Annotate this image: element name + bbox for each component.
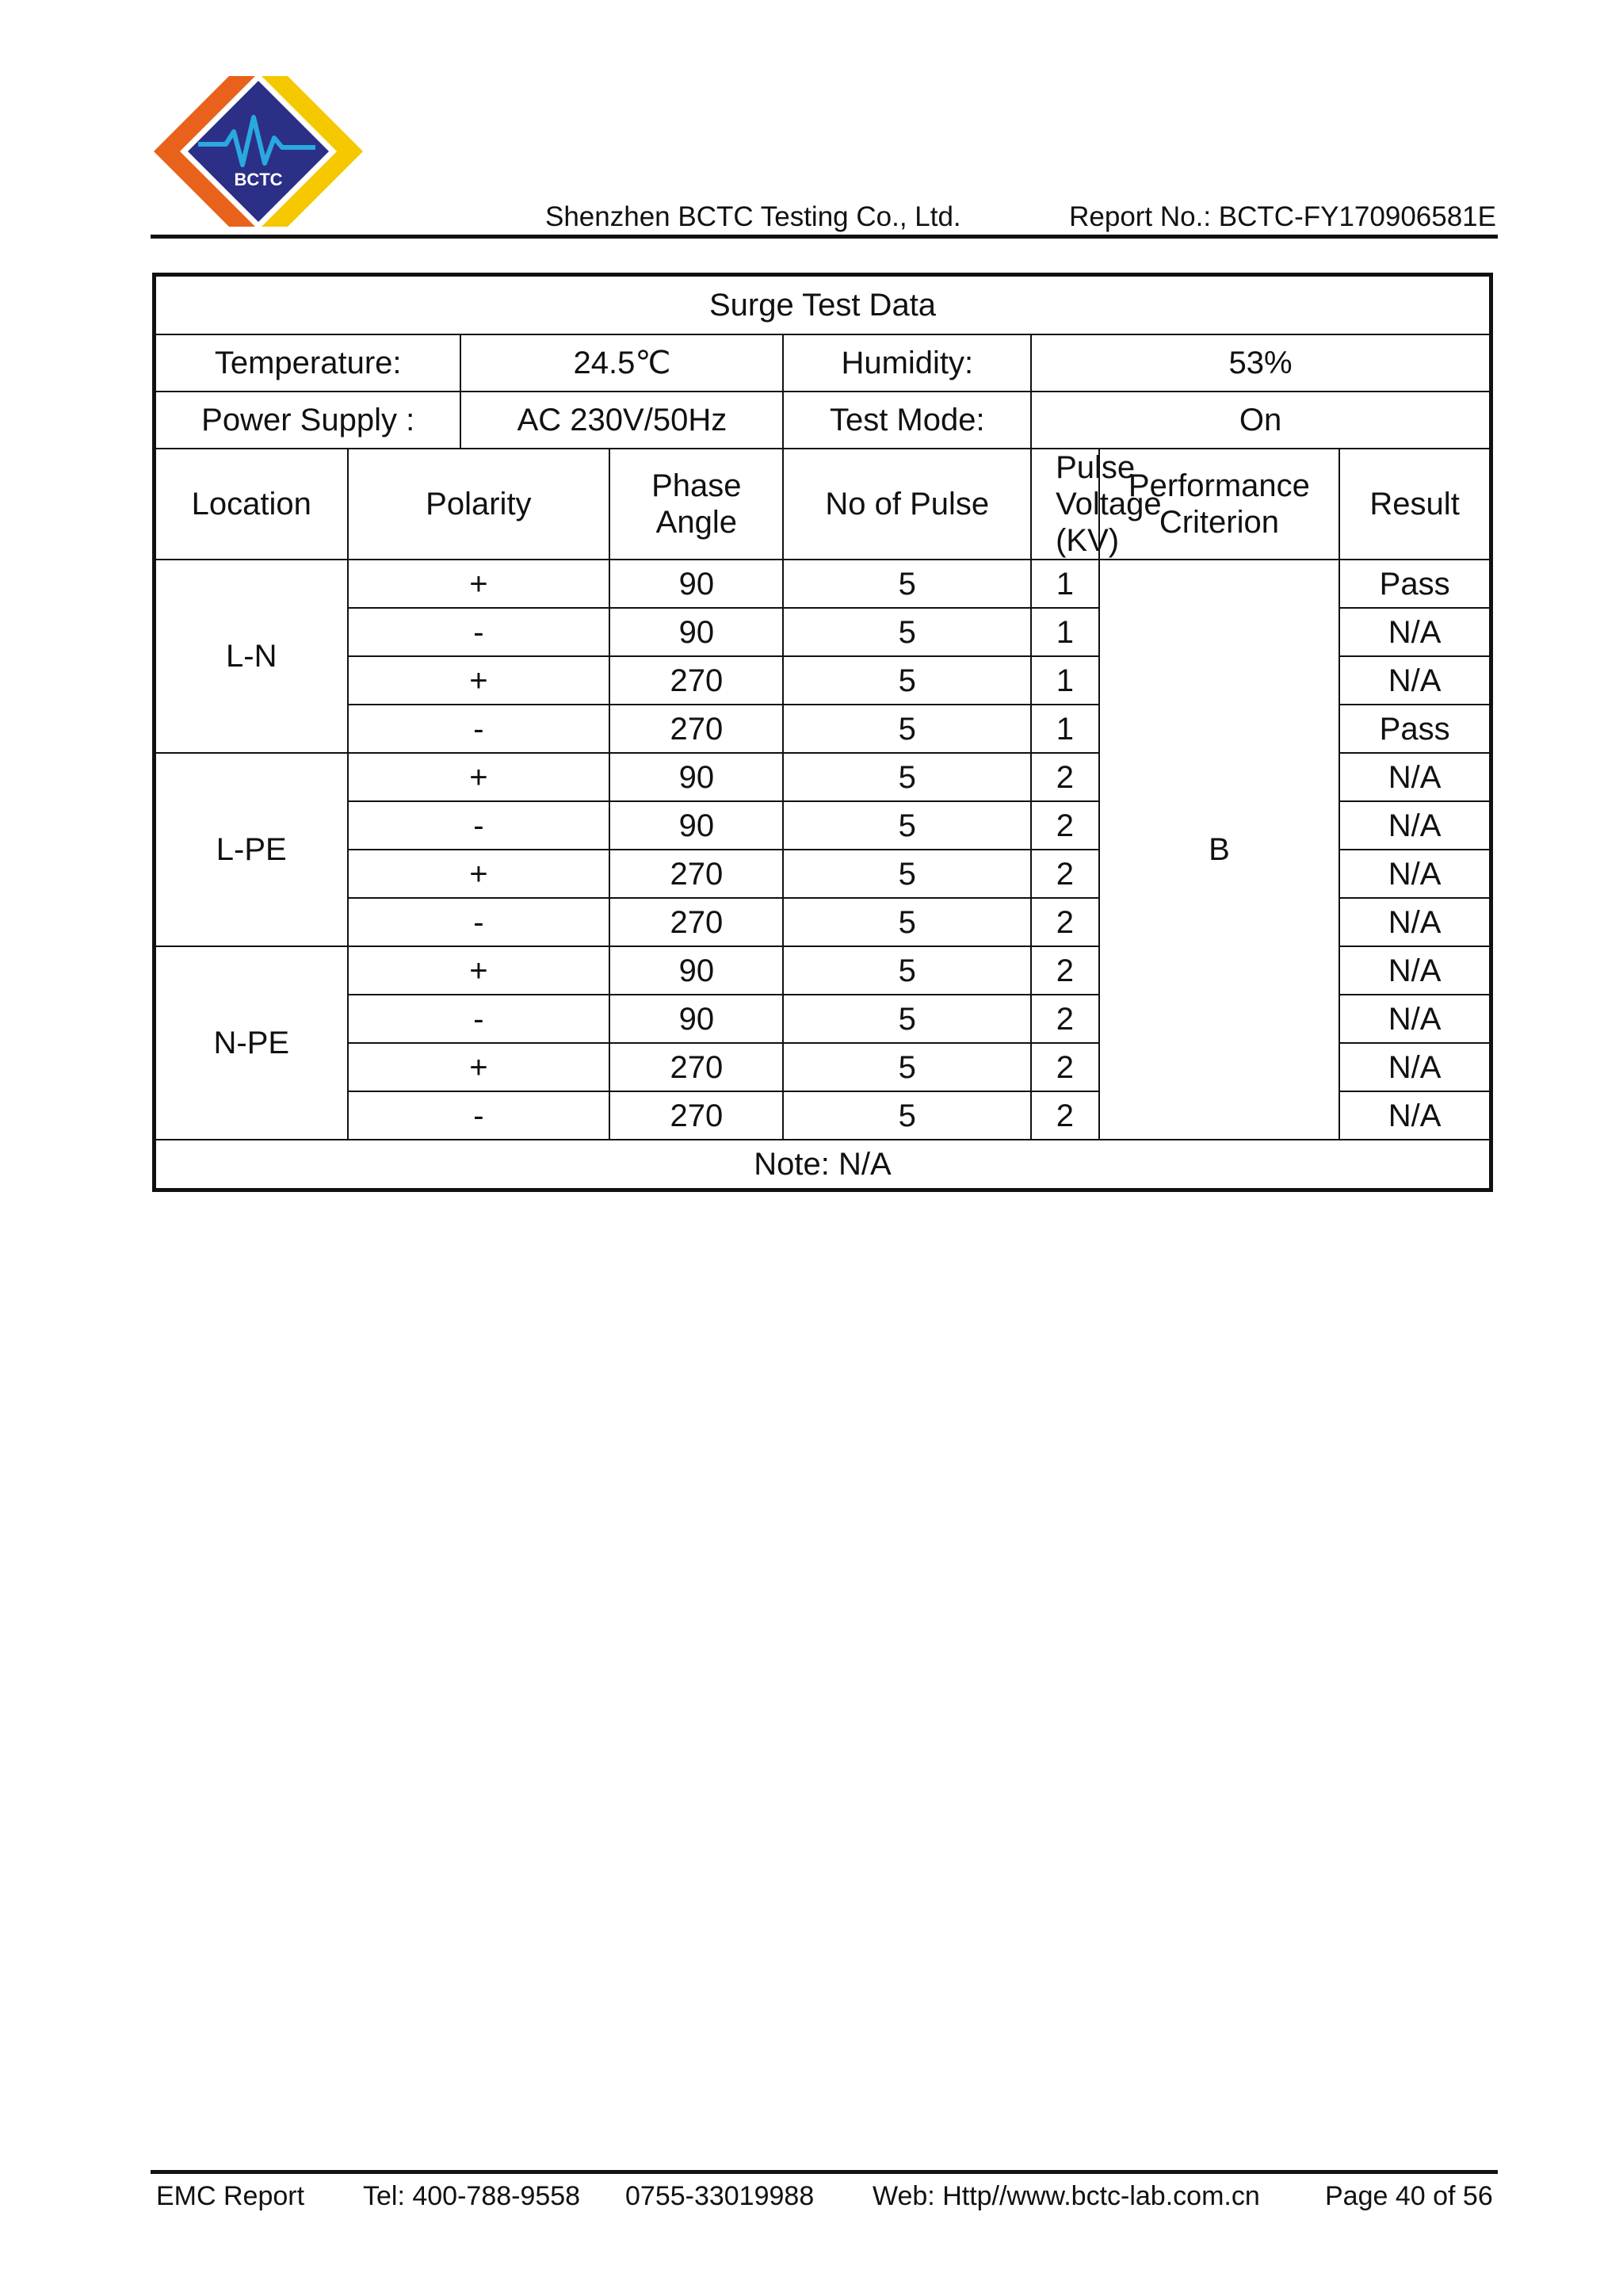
footer-tel2: 0755-33019988	[625, 2181, 815, 2211]
phase-angle-cell: 270	[609, 850, 783, 898]
polarity-cell: -	[348, 995, 610, 1043]
header-rule	[151, 235, 1498, 239]
pulse-count-cell: 5	[783, 801, 1031, 850]
power-supply-label: Power Supply :	[155, 392, 461, 449]
polarity-cell: +	[348, 753, 610, 801]
polarity-cell: +	[348, 560, 610, 608]
company-name: Shenzhen BCTC Testing Co., Ltd.	[545, 201, 961, 232]
result-cell: N/A	[1339, 1091, 1491, 1140]
pulse-voltage-cell: 2	[1031, 898, 1098, 946]
note-row	[155, 1140, 1491, 1190]
polarity-cell: +	[348, 1043, 610, 1091]
pulse-count-cell: 5	[783, 705, 1031, 753]
pulse-count-cell: 5	[783, 608, 1031, 656]
col-header-location: Location	[155, 449, 348, 560]
phase-angle-cell: 270	[609, 1091, 783, 1140]
pulse-voltage-cell: 2	[1031, 1091, 1098, 1140]
footer-web: Web: Http//www.bctc-lab.com.cn	[873, 2181, 1260, 2211]
result-cell: N/A	[1339, 898, 1491, 946]
polarity-cell: -	[348, 1091, 610, 1140]
polarity-cell: -	[348, 898, 610, 946]
location-cell: L-PE	[155, 753, 348, 946]
pulse-voltage-cell: 1	[1031, 705, 1098, 753]
result-cell: N/A	[1339, 995, 1491, 1043]
polarity-cell: +	[348, 850, 610, 898]
table-data-body	[155, 560, 1491, 1140]
table-row	[155, 560, 1491, 608]
phase-angle-cell: 90	[609, 560, 783, 608]
logo-text: BCTC	[234, 170, 283, 189]
location-cell: N-PE	[155, 946, 348, 1140]
col-header-phase-angle: Phase Angle	[609, 449, 783, 560]
polarity-cell: +	[348, 656, 610, 705]
temperature-value: 24.5℃	[460, 334, 783, 392]
footer-tel: Tel: 400-788-9558	[363, 2181, 581, 2211]
bctc-logo	[151, 76, 366, 227]
pulse-voltage-cell: 2	[1031, 946, 1098, 995]
info-row-temperature	[155, 334, 1491, 392]
humidity-value: 53%	[1031, 334, 1491, 392]
col-header-polarity: Polarity	[348, 449, 610, 560]
polarity-cell: -	[348, 801, 610, 850]
pulse-count-cell: 5	[783, 1043, 1031, 1091]
result-cell: Pass	[1339, 560, 1491, 608]
phase-angle-cell: 90	[609, 801, 783, 850]
test-mode-value: On	[1031, 392, 1491, 449]
phase-angle-cell: 90	[609, 946, 783, 995]
phase-angle-cell: 270	[609, 898, 783, 946]
pulse-voltage-cell: 1	[1031, 656, 1098, 705]
pulse-voltage-cell: 1	[1031, 608, 1098, 656]
result-cell: N/A	[1339, 656, 1491, 705]
pulse-count-cell: 5	[783, 946, 1031, 995]
result-cell: N/A	[1339, 850, 1491, 898]
report-number: Report No.: BCTC-FY170906581E	[1069, 201, 1496, 232]
polarity-cell: -	[348, 705, 610, 753]
pulse-voltage-cell: 1	[1031, 560, 1098, 608]
phase-angle-cell: 270	[609, 705, 783, 753]
phase-angle-cell: 90	[609, 753, 783, 801]
info-row-power	[155, 392, 1491, 449]
col-header-pulse-voltage: Pulse Voltage (KV)	[1031, 449, 1098, 560]
footer-rule	[151, 2170, 1498, 2174]
polarity-cell: +	[348, 946, 610, 995]
location-cell: L-N	[155, 560, 348, 753]
result-cell: Pass	[1339, 705, 1491, 753]
pulse-voltage-cell: 2	[1031, 995, 1098, 1043]
pulse-count-cell: 5	[783, 560, 1031, 608]
table-note: Note: N/A	[155, 1140, 1491, 1190]
col-header-result: Result	[1339, 449, 1491, 560]
column-header-row	[155, 449, 1491, 560]
phase-angle-cell: 90	[609, 995, 783, 1043]
temperature-label: Temperature:	[155, 334, 461, 392]
footer-report-type: EMC Report	[156, 2181, 305, 2211]
pulse-count-cell: 5	[783, 995, 1031, 1043]
result-cell: N/A	[1339, 753, 1491, 801]
pulse-count-cell: 5	[783, 898, 1031, 946]
criterion-cell: B	[1099, 560, 1340, 1140]
result-cell: N/A	[1339, 1043, 1491, 1091]
pulse-count-cell: 5	[783, 753, 1031, 801]
col-header-performance-criterion: Performance Criterion	[1099, 449, 1340, 560]
footer-page: Page 40 of 56	[1325, 2181, 1493, 2211]
pulse-voltage-cell: 2	[1031, 753, 1098, 801]
phase-angle-cell: 270	[609, 656, 783, 705]
pulse-count-cell: 5	[783, 656, 1031, 705]
pulse-voltage-cell: 2	[1031, 1043, 1098, 1091]
pulse-count-cell: 5	[783, 850, 1031, 898]
surge-test-table-container	[152, 273, 1493, 1192]
result-cell: N/A	[1339, 946, 1491, 995]
phase-angle-cell: 270	[609, 1043, 783, 1091]
power-supply-value: AC 230V/50Hz	[460, 392, 783, 449]
pulse-voltage-cell: 2	[1031, 801, 1098, 850]
phase-angle-cell: 90	[609, 608, 783, 656]
polarity-cell: -	[348, 608, 610, 656]
result-cell: N/A	[1339, 608, 1491, 656]
test-mode-label: Test Mode:	[783, 392, 1031, 449]
humidity-label: Humidity:	[783, 334, 1031, 392]
pulse-count-cell: 5	[783, 1091, 1031, 1140]
surge-test-table	[152, 273, 1493, 1192]
table-title: Surge Test Data	[155, 275, 1491, 335]
table-title-row	[155, 275, 1491, 335]
pulse-voltage-cell: 2	[1031, 850, 1098, 898]
result-cell: N/A	[1339, 801, 1491, 850]
col-header-no-of-pulse: No of Pulse	[783, 449, 1031, 560]
